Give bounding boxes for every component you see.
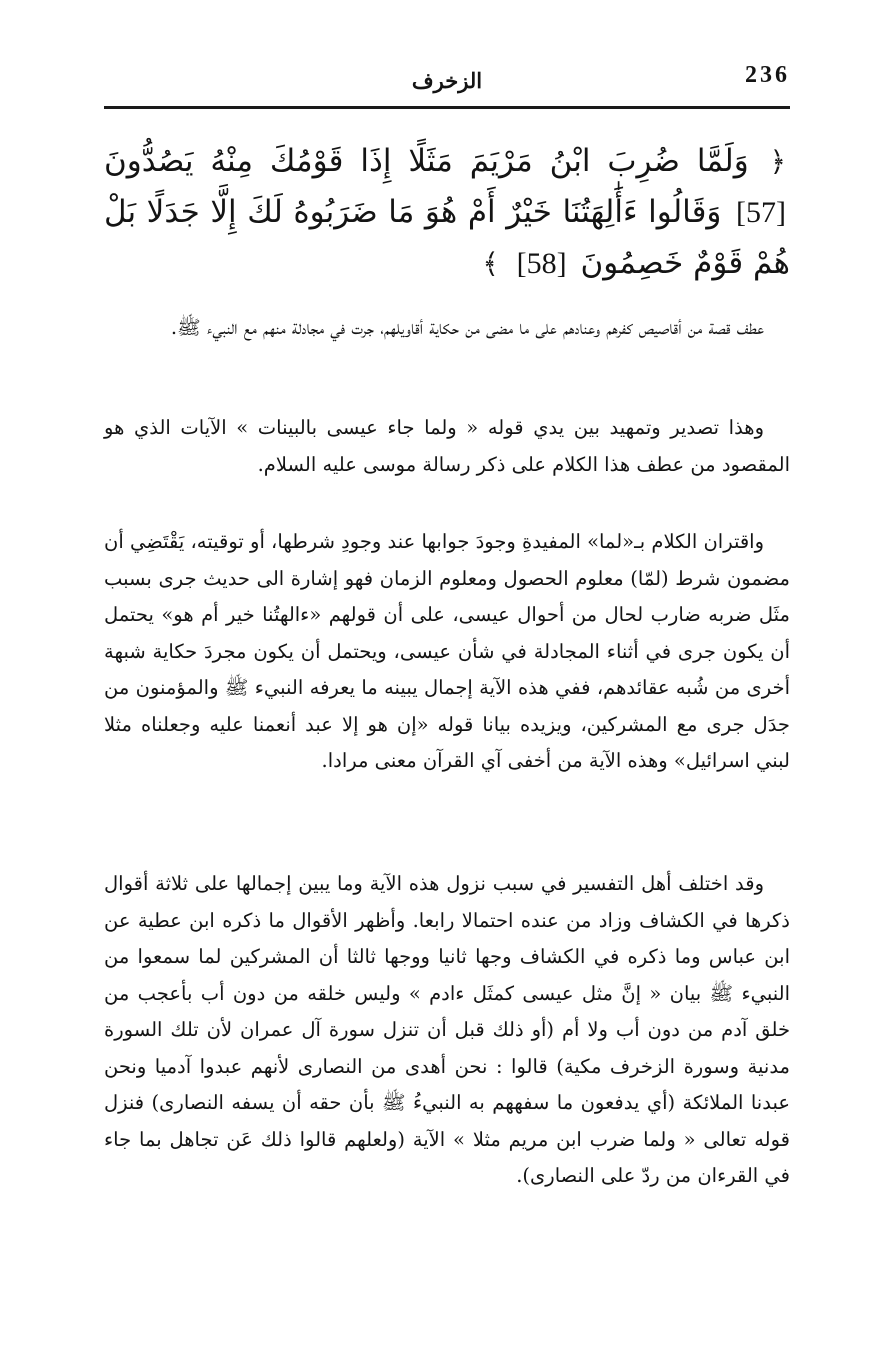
- verse-number-57: [57]: [736, 196, 786, 229]
- commentary-paragraph-4: [104, 866, 790, 1195]
- header-rule: [104, 106, 790, 109]
- page-header: [104, 58, 790, 104]
- paragraph-1-text: عطف قصة من أقاصيص كفرهم وعنادهم على ما مضى من حكاية أقاويلهم، جرت في مجادلة منهم مع النبيء ﷺ.: [170, 316, 764, 339]
- verse-number-58: [58]: [516, 247, 567, 280]
- commentary-paragraph-3: [104, 524, 790, 780]
- paragraph-2-text: وهذا تصدير وتمهيد بين يدي قوله « ولما جاء عيسى بالبينات » الآيات الذي هو المقصود من عطف هذا الكلام على ذكر رسالة موسى عليه السلام.: [104, 416, 790, 476]
- commentary-paragraph-2: [104, 410, 790, 483]
- paragraph-3-text: واقتران الكلام بـ«لما» المفيدةِ وجودَ جوابها عند وجودِ شرطها، أو توقيته، يَقْتَضِي أن مضمون شرط (لمّا) معلوم الحصول ومعلوم الزمان فهو إشارة الى حديث جرى بسبب مثَل ضربه ضارب لحال من أحوال عيسى، على أن قولهم «ءالهتُنا خير أم هو» يحتمل أن يكون جرى في أثناء المجادلة في شأن عيسى، ويحتمل أن يكون مجردَ حكاية شبهة أخرى من شُبه عقائدهم، ففي هذه الآية إجمال يبينه ما يعرفه النبيء ﷺ والمؤمنون من جدَل جرى مع المشركين، ويزيده بيانا قوله «إن هو إلا عبد أنعمنا عليه وجعلناه مثلا لبني اسرائيل» وهذه الآية من أخفى آي القرآن معنى مرادا.: [104, 530, 790, 772]
- verse-text-58: وَقَالُوا ءَأَٰلِهَتُنَا خَيْرٌ أَمْ هُوَ مَا ضَرَبُوهُ لَكَ إِلَّا جَدَلًا بَلْ هُمْ قَوْمٌ خَصِمُونَ: [104, 194, 790, 281]
- verse-close-bracket: ﴾: [482, 247, 499, 280]
- verse-open-bracket: ﴿: [769, 145, 786, 178]
- quran-verse: [104, 136, 790, 289]
- running-title: الزخرف: [411, 68, 483, 93]
- commentary-paragraph-1: [104, 310, 790, 347]
- verse-text-57: وَلَمَّا ضُرِبَ ابْنُ مَرْيَمَ مَثَلًا إِذَا قَوْمُكَ مِنْهُ يَصُدُّونَ: [104, 143, 749, 179]
- page-number: 236: [745, 62, 790, 88]
- paragraph-4-text: وقد اختلف أهل التفسير في سبب نزول هذه الآية وما يبين إجمالها على ثلاثة أقوال ذكرها في الكشاف وزاد من عنده احتمالا رابعا. وأظهر الأقوال ما ذكره ابن عطية عن ابن عباس وما ذكره في الكشاف وجها ثانيا ووجها ثالثا أن المشركين لما سمعوا من النبيء ﷺ بيان « إنَّ مثل عيسى كمثَل ءادم » وليس خلقه من دون أب بأعجب من خلق آدم من دون أب ولا أم (أو ذلك قبل أن تنزل سورة آل عمران لأن تلك السورة مدنية وسورة الزخرف مكية) قالوا : نحن أهدى من النصارى لأنهم عبدوا آدميا ونحن عبدنا الملائكة (أي يدفعون ما سفههم به النبيءُ ﷺ بأن حقه أن يسفه النصارى) فنزل قوله تعالى « ولما ضرب ابن مريم مثلا » الآية (ولعلهم قالوا ذلك عَن تجاهل بما جاء في القرءان من ردّ على النصارى).: [104, 872, 790, 1187]
